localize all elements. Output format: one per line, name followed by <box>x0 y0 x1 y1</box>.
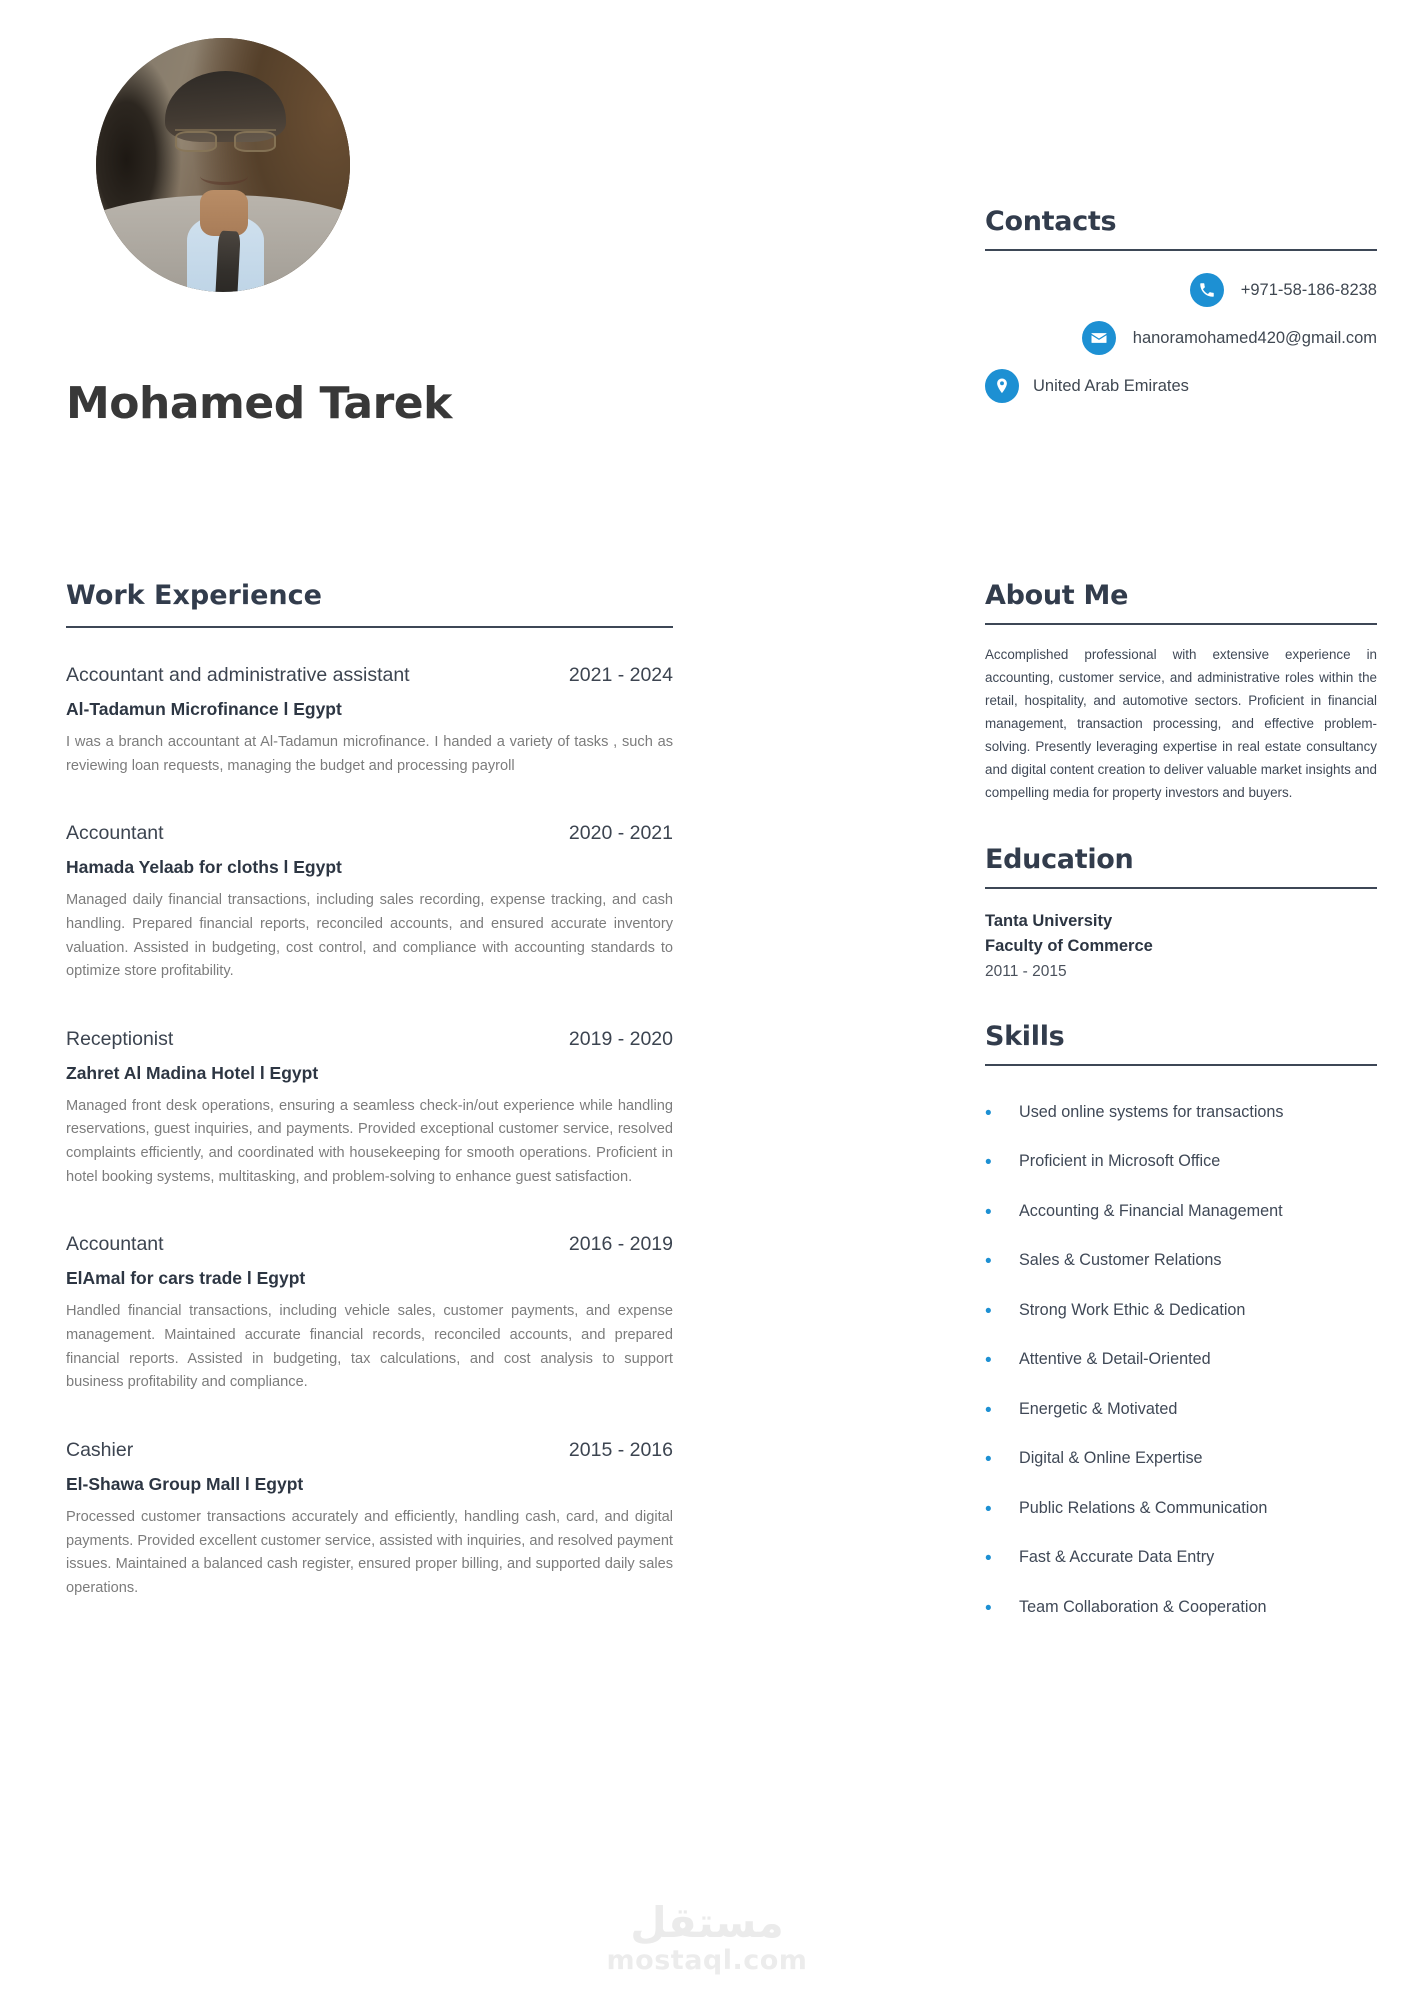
email-icon <box>1082 321 1116 355</box>
list-item <box>985 1151 1377 1172</box>
job-role: Receptionist <box>66 1027 174 1050</box>
job-description: Processed customer transactions accurately and efficiently, handling cash, card, and digital payments. Provided excellent customer service, assisted with inquiries, and resolved payment issues. Maintained a balanced cash register, ensured proper billing, and supported daily sales operations. <box>66 1508 673 1596</box>
bullet-icon: • <box>985 1449 992 1471</box>
job-description: Handled financial transactions, including vehicle sales, customer payments, and expense management. Maintained accurate financial records, reconciled accounts, and prepared financial reports. Assisted in budgeting, tax calculations, and cost analysis to support business profitability and compliance. <box>66 1303 673 1391</box>
education-heading: Education <box>985 844 1134 876</box>
sidebar <box>985 580 1377 1646</box>
skill-label: Public Relations & Communication <box>1019 1498 1268 1517</box>
skill-label: Fast & Accurate Data Entry <box>1019 1548 1215 1567</box>
list-item <box>985 1597 1377 1618</box>
work-experience-divider <box>66 626 673 628</box>
about-me-divider <box>985 623 1377 625</box>
skill-label: Energetic & Motivated <box>1019 1399 1178 1418</box>
bullet-icon: • <box>985 1350 992 1372</box>
skills-section <box>985 1021 1377 1618</box>
job-role: Cashier <box>66 1438 134 1461</box>
education-school: Tanta University <box>985 912 1113 931</box>
job-company: ElAmal for cars trade l Egypt <box>66 1268 306 1289</box>
bullet-icon: • <box>985 1152 992 1174</box>
job-header <box>66 1233 673 1256</box>
bullet-icon: • <box>985 1102 992 1124</box>
bullet-icon: • <box>985 1251 992 1273</box>
bullet-icon: • <box>985 1300 992 1322</box>
job-entry <box>66 1028 673 1190</box>
watermark-arabic: مستقل <box>630 1898 784 1948</box>
bullet-icon: • <box>985 1201 992 1223</box>
contact-location-value: United Arab Emirates <box>1033 376 1189 395</box>
skill-label: Strong Work Ethic & Dedication <box>1019 1300 1246 1319</box>
skill-label: Sales & Customer Relations <box>1019 1251 1222 1270</box>
education-divider <box>985 887 1377 889</box>
page-title: Mohamed Tarek <box>66 378 452 429</box>
bullet-icon: • <box>985 1548 992 1570</box>
contacts-heading: Contacts <box>985 206 1117 237</box>
skill-label: Used online systems for transactions <box>1019 1102 1284 1121</box>
photo-tie <box>215 231 240 292</box>
job-years: 2021 - 2024 <box>568 664 673 686</box>
skills-heading: Skills <box>985 1020 1065 1052</box>
job-role: Accountant and administrative assistant <box>66 664 410 686</box>
education-faculty: Faculty of Commerce <box>985 937 1153 956</box>
job-company: Zahret Al Madina Hotel l Egypt <box>66 1062 319 1083</box>
avatar <box>96 38 350 292</box>
job-years: 2015 - 2016 <box>568 1438 673 1461</box>
list-item <box>985 1498 1377 1519</box>
skills-list <box>985 1102 1377 1618</box>
education-years: 2011 - 2015 <box>985 962 1067 980</box>
job-entry <box>66 664 673 778</box>
job-entry <box>66 822 673 984</box>
contacts-divider <box>985 249 1377 251</box>
resume-header <box>0 0 1414 429</box>
skill-label: Team Collaboration & Cooperation <box>1019 1597 1267 1616</box>
job-header <box>66 822 673 845</box>
photo-glasses <box>175 129 277 152</box>
work-experience-heading: Work Experience <box>66 580 322 611</box>
job-role: Accountant <box>66 1233 164 1256</box>
bullet-icon: • <box>985 1399 992 1421</box>
skill-label: Accounting & Financial Management <box>1019 1201 1283 1220</box>
contacts-section <box>985 206 1377 417</box>
list-item <box>985 1448 1377 1469</box>
list-item <box>985 1547 1377 1568</box>
list-item <box>985 1300 1377 1321</box>
photo-lens-left <box>175 131 218 152</box>
bullet-icon: • <box>985 1597 992 1619</box>
job-description: Managed front desk operations, ensuring a seamless check-in/out experience while handling reservations, guest inquiries, and payments. Provided exceptional customer service, resolved complaints efficiently, and coordinated with housekeeping for smooth operations. Proficient in hotel booking systems, multitasking, and problem-solving to enhance guest satisfaction. <box>66 1097 673 1185</box>
location-pin-icon <box>985 369 1019 403</box>
photo-lens-right <box>234 131 277 152</box>
job-list <box>66 664 673 1601</box>
job-header <box>66 664 673 687</box>
contact-email-value: hanoramohamed420@gmail.com <box>1132 328 1377 347</box>
contact-row-phone[interactable] <box>985 273 1377 307</box>
job-years: 2019 - 2020 <box>568 1027 673 1050</box>
job-header <box>66 1028 673 1051</box>
skill-label: Proficient in Microsoft Office <box>1019 1152 1221 1171</box>
list-item <box>985 1250 1377 1271</box>
skills-divider <box>985 1064 1377 1066</box>
job-role: Accountant <box>66 822 164 845</box>
contact-row-email[interactable] <box>985 321 1377 355</box>
phone-icon <box>1190 273 1224 307</box>
job-description: Managed daily financial transactions, including sales recording, expense tracking, and cash handling. Prepared financial reports, reconciled accounts, and ensured accurate inventory valuation. Assisted in budgeting, cost control, and compliance with accounting standards to optimize store profitability. <box>66 892 673 980</box>
job-company: Hamada Yelaab for cloths l Egypt <box>66 857 342 878</box>
profile-photo <box>96 38 350 292</box>
about-me-text: Accomplished professional with extensive experience in accounting, customer service, and administrative roles within the retail, hospitality, and automotive sectors. Proficient in financial management, transaction processing, and effective problem-solving. Presently leveraging expertise in real estate consultancy and digital content creation to deliver valuable market insights and compelling media for property investors and buyers. <box>985 647 1377 801</box>
contact-phone-value: +971-58-186-8238 <box>1240 280 1377 299</box>
list-item <box>985 1399 1377 1420</box>
list-item <box>985 1349 1377 1370</box>
skill-label: Digital & Online Expertise <box>1019 1449 1203 1468</box>
bullet-icon: • <box>985 1498 992 1520</box>
skill-label: Attentive & Detail-Oriented <box>1019 1350 1211 1369</box>
job-years: 2016 - 2019 <box>568 1233 673 1256</box>
watermark <box>0 1898 1414 1978</box>
list-item <box>985 1201 1377 1222</box>
about-me-section <box>985 580 1377 804</box>
job-company: Al-Tadamun Microfinance l Egypt <box>66 699 342 719</box>
job-description: I was a branch accountant at Al-Tadamun microfinance. I handed a variety of tasks , such as reviewing loan requests, managing the budget and processing payroll <box>66 734 673 774</box>
work-experience-section <box>66 580 673 1645</box>
about-me-heading: About Me <box>985 580 1129 611</box>
watermark-latin: mostaql.com <box>606 1945 808 1977</box>
job-entry <box>66 1439 673 1601</box>
job-entry <box>66 1233 673 1395</box>
list-item <box>985 1102 1377 1123</box>
contact-row-location[interactable] <box>985 369 1377 403</box>
contacts-list <box>985 273 1377 403</box>
education-section <box>985 844 1377 981</box>
job-company: El-Shawa Group Mall l Egypt <box>66 1473 304 1494</box>
job-years: 2020 - 2021 <box>568 822 673 845</box>
job-header <box>66 1439 673 1462</box>
